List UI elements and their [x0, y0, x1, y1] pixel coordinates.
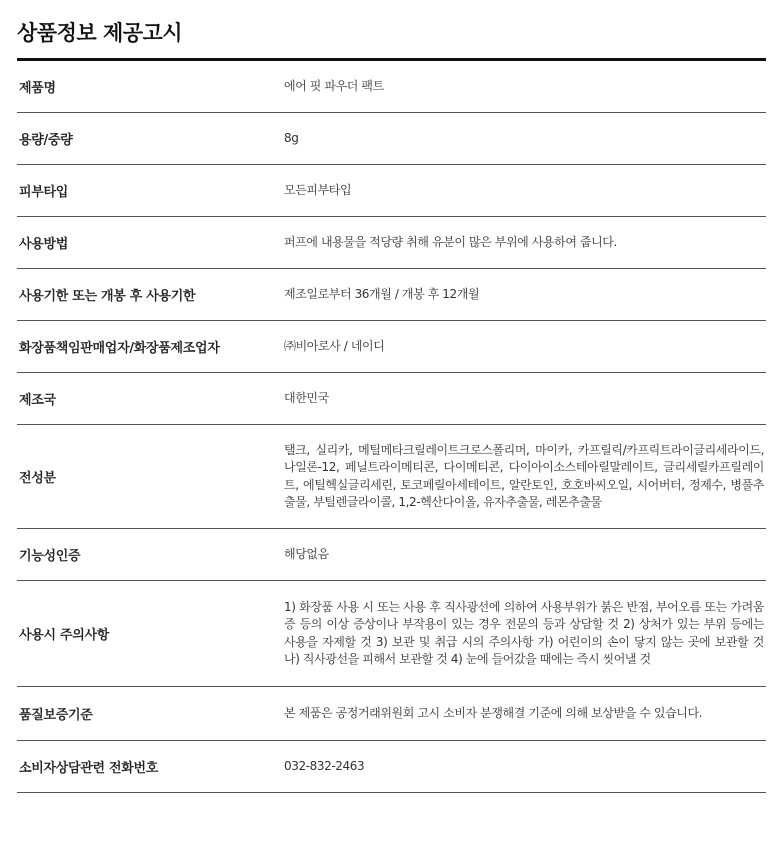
row-label: 소비자상담관련 전화번호	[19, 761, 159, 776]
row-label: 품질보증기준	[19, 708, 93, 723]
row-label: 제품명	[19, 81, 56, 96]
table-row-cautions	[17, 581, 766, 687]
row-value: ㈜비아로사 / 네이디	[284, 338, 385, 353]
row-value: 퍼프에 내용물을 적당량 취해 유분이 많은 부위에 사용하여 줍니다.	[284, 234, 617, 249]
product-info-notice	[17, 0, 766, 793]
row-value: 에어 핏 파우더 팩트	[284, 78, 384, 93]
page-title: 상품정보 제공고시	[17, 21, 183, 45]
table-row-expiry	[17, 269, 766, 321]
row-label: 기능성인증	[19, 549, 81, 564]
row-value: 032-832-2463	[284, 758, 365, 773]
table-row-phone	[17, 741, 766, 793]
table-row-volume	[17, 113, 766, 165]
row-value: 탤크, 실리카, 메틸메타크릴레이트크로스폴리머, 마이카, 카프릴릭/카프릭트라이글리세라이드, 나일론-12, 페닐트라이메티콘, 다이메티콘, 다이아이소스테아릴말레이트, 글리세릴카프릴레이트, 에틸헥실글리세린, 토코페릴아세테이트, 알란토인, 호호바씨오일, 시어버터, 정제수, 병풀추출물, 부틸렌글라이콜, 1,2-헥산다이올, 유자추출물, 레몬추출물	[284, 443, 764, 509]
table-row-certification	[17, 529, 766, 581]
row-label: 화장품책임판매업자/화장품제조업자	[19, 341, 220, 356]
row-value: 본 제품은 공정거래위원회 고시 소비자 분쟁해결 기준에 의해 보상받을 수 있습니다.	[284, 705, 703, 720]
row-label: 사용시 주의사항	[19, 628, 110, 643]
row-label: 전성분	[19, 471, 56, 486]
row-label: 사용방법	[19, 237, 69, 252]
table-row-manufacturer	[17, 321, 766, 373]
table-row-usage	[17, 217, 766, 269]
row-value: 해당없음	[284, 546, 329, 561]
row-value: 제조일로부터 36개월 / 개봉 후 12개월	[284, 286, 480, 301]
row-label: 용량/중량	[19, 133, 73, 148]
row-value: 모든피부타입	[284, 182, 352, 197]
row-label: 피부타입	[19, 185, 69, 200]
table-row-country	[17, 373, 766, 425]
row-value: 대한민국	[284, 390, 329, 405]
table-row-ingredients	[17, 425, 766, 529]
row-label: 사용기한 또는 개봉 후 사용기한	[19, 289, 196, 304]
table-row-product-name	[17, 61, 766, 113]
row-label: 제조국	[19, 393, 56, 408]
table-row-skin-type	[17, 165, 766, 217]
row-value: 8g	[284, 130, 299, 145]
row-value: 1) 화장품 사용 시 또는 사용 후 직사광선에 의하여 사용부위가 붉은 반점, 부어오름 또는 가려움증 등의 이상 증상이나 부작용이 있는 경우 전문의 등과 상담할 것 2) 상처가 있는 부위 등에는 사용을 자제할 것 3) 보관 및 취급 시의 주의사항 가) 어린이의 손이 닿지 않는 곳에 보관할 것 나) 직사광선을 피해서 보관할 것 4) 눈에 들어갔을 때에는 즉시 씻어낼 것	[284, 600, 764, 666]
table-row-quality-standard	[17, 687, 766, 741]
